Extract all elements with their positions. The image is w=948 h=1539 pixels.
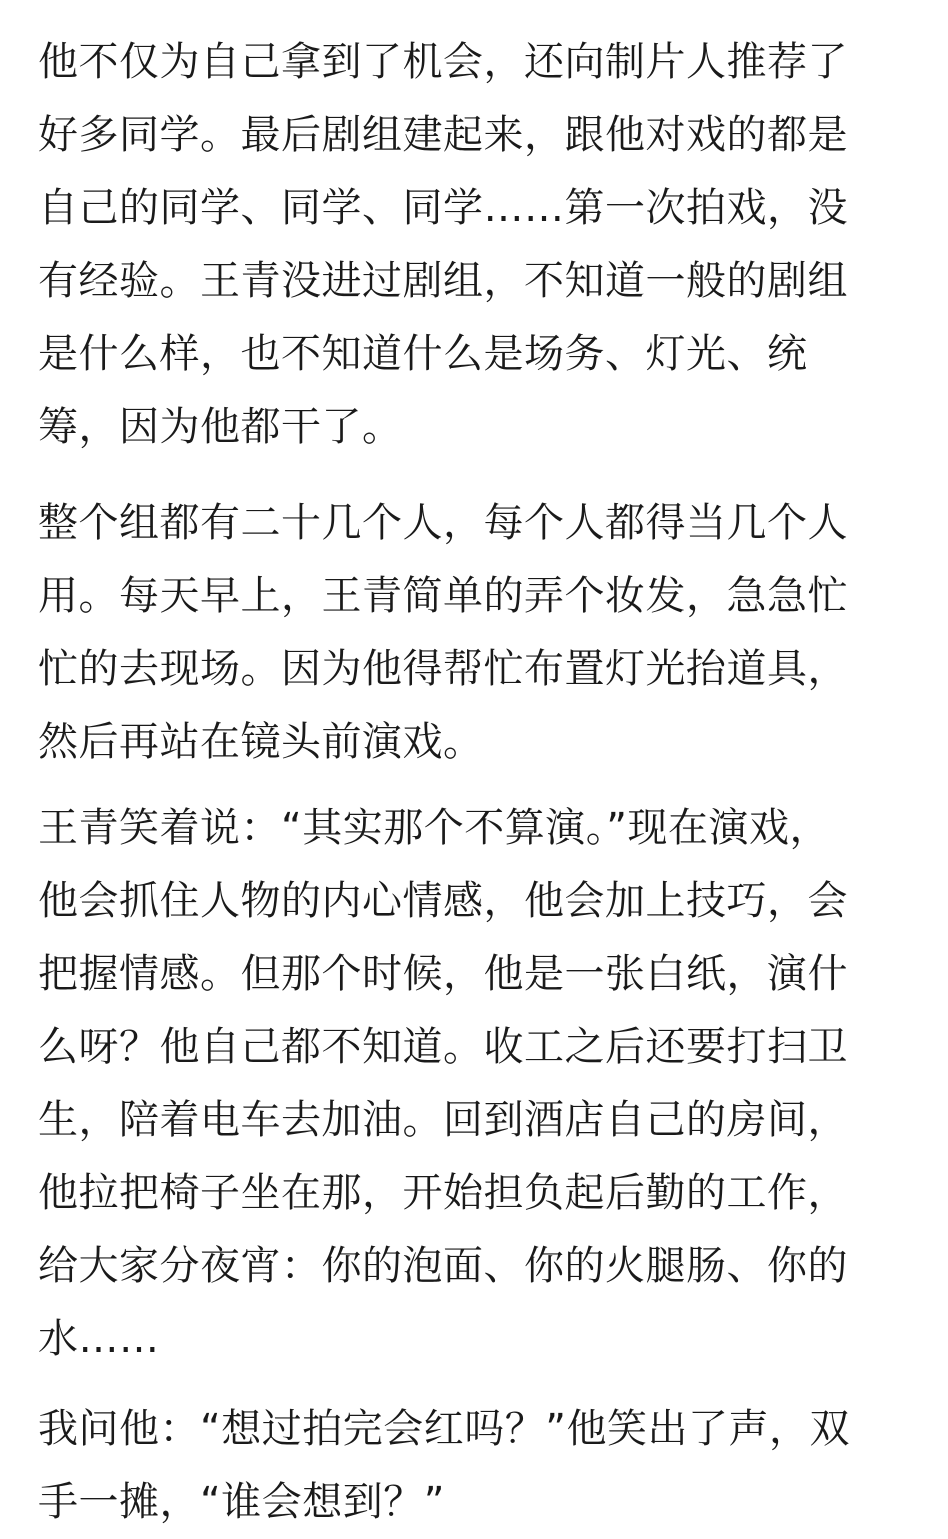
paragraph-line: 把握情感。但那个时候，他是一张白纸，演什 (38, 951, 848, 997)
paragraph-4 (38, 1393, 918, 1539)
paragraph-line: 用。每天早上，王青简单的弄个妆发，急急忙 (38, 573, 848, 619)
paragraph-line: 我问他：“想过拍完会红吗？”他笑出了声，双 (38, 1406, 850, 1452)
paragraph-line: 整个组都有二十几个人，每个人都得当几个人 (38, 500, 848, 546)
paragraph-line: 忙的去现场。因为他得帮忙布置灯光抬道具， (38, 646, 848, 692)
paragraph-line: 是什么样，也不知道什么是场务、灯光、统 (38, 331, 808, 377)
paragraph-line: 他会抓住人物的内心情感，他会加上技巧，会 (38, 878, 848, 924)
paragraph-line: 然后再站在镜头前演戏。 (38, 719, 484, 765)
paragraph-line: 么呀？他自己都不知道。收工之后还要打扫卫 (38, 1024, 848, 1070)
paragraph-line: 给大家分夜宵：你的泡面、你的火腿肠、你的 (38, 1243, 848, 1289)
paragraph-line: 手一摊，“谁会想到？” (38, 1479, 445, 1525)
paragraph-line: 好多同学。最后剧组建起来，跟他对戏的都是 (38, 112, 848, 158)
paragraph-line: 他不仅为自己拿到了机会，还向制片人推荐了 (38, 39, 848, 85)
paragraph-line: 他拉把椅子坐在那，开始担负起后勤的工作， (38, 1170, 848, 1216)
paragraph-line: 王青笑着说：“其实那个不算演。”现在演戏， (38, 805, 830, 851)
paragraph-3 (38, 792, 918, 1376)
paragraph-2 (38, 487, 918, 779)
paragraph-line: 有经验。王青没进过剧组，不知道一般的剧组 (38, 258, 848, 304)
paragraph-line: 生，陪着电车去加油。回到酒店自己的房间， (38, 1097, 848, 1143)
paragraph-line: 筹，因为他都干了。 (38, 404, 403, 450)
paragraph-line: 水…… (38, 1316, 160, 1362)
paragraph-1 (38, 26, 918, 464)
paragraph-line: 自己的同学、同学、同学……第一次拍戏，没 (38, 185, 848, 231)
